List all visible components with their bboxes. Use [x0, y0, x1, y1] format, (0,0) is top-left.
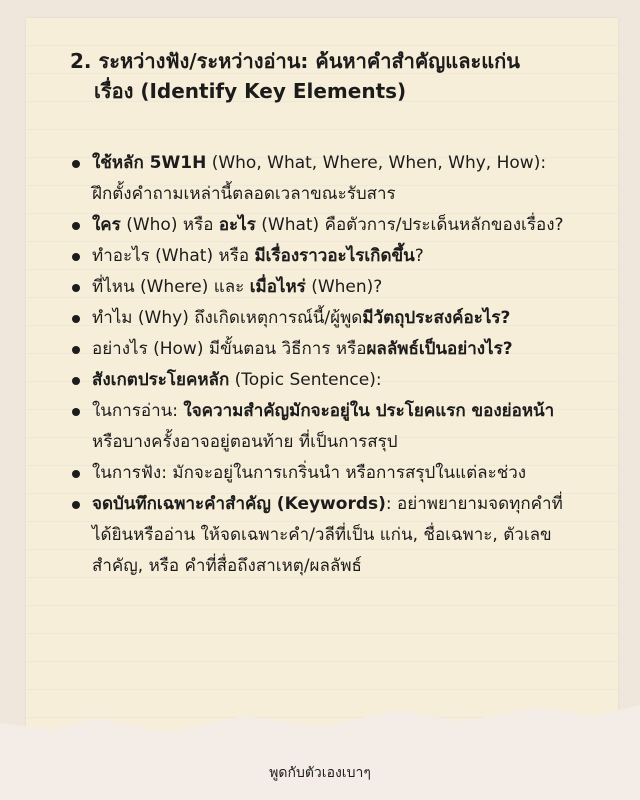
body-text: (Topic Sentence): — [229, 370, 382, 390]
body-text: ในการฟัง: มักจะอยู่ในการเกริ่นนำ หรือการสรุปในแต่ละช่วง — [92, 463, 527, 483]
body-text: อย่างไร (How) มีขั้นตอน วิธีการ หรือ — [92, 339, 367, 359]
bullet-item — [68, 210, 568, 241]
bold-text: อะไร — [218, 215, 256, 235]
bullet-list — [68, 148, 568, 582]
body-text: ในการอ่าน: — [92, 401, 184, 421]
bullet-item — [68, 272, 568, 303]
bullet-item — [68, 241, 568, 272]
body-text: (Who, What, Where, When, Why, How): ฝึกตั้งคำถามเหล่านี้ตลอดเวลาขณะรับสาร — [92, 153, 547, 204]
body-text: (What) คือตัวการ/ประเด็นหลักของเรื่อง? — [255, 215, 564, 235]
section-heading — [70, 46, 590, 106]
bold-text: จดบันทึกเฉพาะคำสำคัญ (Keywords) — [92, 494, 386, 514]
body-text: ทำไม (Why) ถึงเกิดเหตุการณ์นี้/ผู้พูด — [92, 308, 363, 328]
bullet-item — [68, 148, 568, 210]
heading-line-2: เรื่อง (Identify Key Elements) — [94, 79, 407, 103]
bullet-item — [68, 303, 568, 334]
bold-text: มีเรื่องราวอะไรเกิดขึ้น — [254, 246, 415, 266]
body-text: : อย่าพยายามจดทุกคำที่ได้ยินหรืออ่าน ให้จดเฉพาะคำ/วลีที่เป็น แก่น, ชื่อเฉพาะ, ตัวเลขสำคัญ, หรือ คำที่สื่อถึงสาเหตุ/ผลลัพธ์ — [92, 494, 563, 576]
body-text: ? — [414, 246, 424, 266]
bold-text: ใจความสำคัญมักจะอยู่ใน ประโยคแรก ของย่อหน้า — [183, 401, 555, 421]
heading-line-1: 2. ระหว่างฟัง/ระหว่างอ่าน: ค้นหาคำสำคัญและแก่น — [70, 49, 520, 73]
bold-text: สังเกตประโยคหลัก — [92, 370, 230, 390]
bullet-item — [68, 458, 568, 489]
bold-text: ใช้หลัก 5W1H — [92, 153, 207, 173]
bold-text: ผลลัพธ์เป็นอย่างไร? — [366, 339, 513, 359]
body-text: ที่ไหน (Where) และ — [92, 277, 250, 297]
body-text: หรือบางครั้งอาจอยู่ตอนท้าย ที่เป็นการสรุป — [92, 432, 398, 452]
body-text: (When)? — [305, 277, 383, 297]
body-text: (Who) หรือ — [120, 215, 219, 235]
bold-text: มีวัตถุประสงค์อะไร? — [362, 308, 511, 328]
bold-text: ใคร — [92, 215, 121, 235]
bullet-item — [68, 334, 568, 365]
bullet-item — [68, 489, 568, 582]
bold-text: เมื่อไหร่ — [249, 277, 306, 297]
bullet-item — [68, 365, 568, 396]
footer-caption: พูดกับตัวเองเบาๆ — [269, 765, 371, 781]
body-text: ทำอะไร (What) หรือ — [92, 246, 255, 266]
bullet-item — [68, 396, 568, 458]
